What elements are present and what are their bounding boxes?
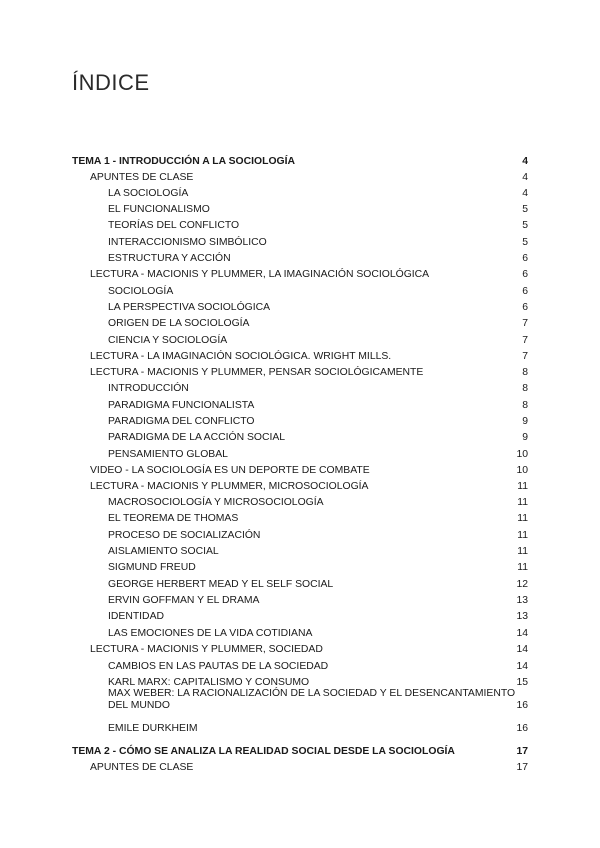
toc-entry-label: KARL MARX: CAPITALISMO Y CONSUMO xyxy=(108,677,310,688)
toc-entry-label: MAX WEBER: LA RACIONALIZACIÓN DE LA SOCIEDAD Y EL DESENCANTAMIENTO DEL MUNDO xyxy=(108,688,516,712)
toc-entry-page: 6 xyxy=(522,253,528,264)
toc-entry[interactable] xyxy=(72,481,528,493)
toc-entry-label: LA PERSPECTIVA SOCIOLÓGICA xyxy=(108,302,271,313)
toc-entry-page: 9 xyxy=(522,432,528,443)
toc-entry[interactable] xyxy=(72,644,528,656)
toc-entry-label: PARADIGMA DEL CONFLICTO xyxy=(108,416,255,427)
toc-entry[interactable] xyxy=(72,318,528,330)
toc-entry-page: 7 xyxy=(522,335,528,346)
toc-entry[interactable] xyxy=(72,416,528,428)
toc-entry-label: EL FUNCIONALISMO xyxy=(108,204,210,215)
toc-entry-label: SOCIOLOGÍA xyxy=(108,286,174,297)
toc-entry-label: EMILE DURKHEIM xyxy=(108,723,198,734)
toc-entry-label: LECTURA - MACIONIS Y PLUMMER, PENSAR SOCIOLÓGICAMENTE xyxy=(90,367,424,378)
toc-entry-page: 10 xyxy=(516,449,528,460)
toc-entry-page: 11 xyxy=(517,562,528,573)
toc-entry-label: TEMA 2 - CÓMO SE ANALIZA LA REALIDAD SOCIAL DESDE LA SOCIOLOGÍA xyxy=(72,746,455,757)
toc-entry-page: 11 xyxy=(517,546,528,557)
toc-entry[interactable] xyxy=(72,172,528,184)
toc-entry-label: PENSAMIENTO GLOBAL xyxy=(108,449,228,460)
toc-entry[interactable] xyxy=(72,746,528,758)
toc-entry-page: 15 xyxy=(516,677,528,688)
toc-entry-page: 5 xyxy=(522,237,528,248)
toc-entry-page: 14 xyxy=(516,628,528,639)
toc-entry-page: 14 xyxy=(516,644,528,655)
toc-entry-label: LECTURA - MACIONIS Y PLUMMER, SOCIEDAD xyxy=(90,644,323,655)
toc-entry[interactable] xyxy=(72,383,528,395)
toc-entry-page: 11 xyxy=(517,513,528,524)
toc-entry[interactable] xyxy=(72,546,528,558)
toc-entry[interactable] xyxy=(72,400,528,412)
toc-entry-label: LECTURA - LA IMAGINACIÓN SOCIOLÓGICA. WRIGHT MILLS. xyxy=(90,351,392,362)
toc-entry-page: 8 xyxy=(522,367,528,378)
toc-entry-page: 6 xyxy=(522,269,528,280)
toc-entry[interactable] xyxy=(72,513,528,525)
toc-entry[interactable] xyxy=(72,367,528,379)
toc-entry[interactable] xyxy=(72,762,528,774)
toc-entry[interactable] xyxy=(72,449,528,461)
toc-entry[interactable] xyxy=(72,661,528,673)
toc-entry-page: 12 xyxy=(516,579,528,590)
toc-entry-label: CIENCIA Y SOCIOLOGÍA xyxy=(108,335,228,346)
toc-entry[interactable] xyxy=(72,723,528,735)
toc-entry-page: 16 xyxy=(516,723,528,734)
toc-entry-label: GEORGE HERBERT MEAD Y EL SELF SOCIAL xyxy=(108,579,334,590)
toc-entry-label: APUNTES DE CLASE xyxy=(90,762,194,773)
toc-entry-label: VIDEO - LA SOCIOLOGÍA ES UN DEPORTE DE COMBATE xyxy=(90,465,370,476)
toc-entry-label: APUNTES DE CLASE xyxy=(90,172,194,183)
toc-entry-label: CAMBIOS EN LAS PAUTAS DE LA SOCIEDAD xyxy=(108,661,329,672)
toc-entry-page: 8 xyxy=(522,383,528,394)
toc-entry[interactable] xyxy=(72,269,528,281)
toc-entry-label: SIGMUND FREUD xyxy=(108,562,196,573)
toc-entry-label: LECTURA - MACIONIS Y PLUMMER, MICROSOCIOLOGÍA xyxy=(90,481,369,492)
toc-entry-page: 7 xyxy=(522,318,528,329)
toc-entry[interactable] xyxy=(72,220,528,232)
toc-entry-page: 5 xyxy=(522,220,528,231)
toc-entry-label: INTERACCIONISMO SIMBÓLICO xyxy=(108,237,267,248)
toc-entry[interactable] xyxy=(72,253,528,265)
toc-entry-page: 11 xyxy=(517,530,528,541)
toc-entry-page: 17 xyxy=(516,746,528,757)
toc-entry[interactable] xyxy=(72,204,528,216)
toc-entry[interactable] xyxy=(72,530,528,542)
toc-entry-label: AISLAMIENTO SOCIAL xyxy=(108,546,219,557)
toc-entry[interactable] xyxy=(72,432,528,444)
toc-entry[interactable] xyxy=(72,286,528,298)
toc-entry[interactable] xyxy=(72,611,528,623)
toc-entry-label: INTRODUCCIÓN xyxy=(108,383,189,394)
toc-entry[interactable] xyxy=(72,465,528,477)
toc-entry-page: 11 xyxy=(517,497,528,508)
toc-entry[interactable] xyxy=(72,497,528,509)
toc-entry-page: 4 xyxy=(522,172,528,183)
toc-entry[interactable] xyxy=(72,579,528,591)
toc-entry-label: LECTURA - MACIONIS Y PLUMMER, LA IMAGINACIÓN SOCIOLÓGICA xyxy=(90,269,430,280)
toc-entry-label: TEORÍAS DEL CONFLICTO xyxy=(108,220,240,231)
toc-entry-label: MACROSOCIOLOGÍA Y MICROSOCIOLOGÍA xyxy=(108,497,324,508)
toc-entry-page: 9 xyxy=(522,416,528,427)
toc-entry-page: 17 xyxy=(516,762,528,773)
toc-entry[interactable] xyxy=(72,628,528,640)
toc-entry-page: 8 xyxy=(522,400,528,411)
toc-entry-label: ERVIN GOFFMAN Y EL DRAMA xyxy=(108,595,260,606)
page-title: ÍNDICE xyxy=(72,70,150,95)
toc-entry[interactable] xyxy=(72,595,528,607)
toc-entry-page: 14 xyxy=(516,661,528,672)
toc-entry-page: 13 xyxy=(516,595,528,606)
toc-entry[interactable] xyxy=(72,237,528,249)
toc-entry-page: 10 xyxy=(516,465,528,476)
toc-entry-page: 11 xyxy=(517,481,528,492)
toc-entry-page: 6 xyxy=(522,302,528,313)
toc-entry[interactable] xyxy=(72,188,528,200)
toc-entry[interactable] xyxy=(72,351,528,363)
toc-entry-label: LAS EMOCIONES DE LA VIDA COTIDIANA xyxy=(108,628,313,639)
toc-entry-page: 13 xyxy=(516,611,528,622)
toc-entry-page: 4 xyxy=(522,188,528,199)
toc-entry-page: 5 xyxy=(522,204,528,215)
toc-entry[interactable] xyxy=(72,302,528,314)
toc-entry[interactable] xyxy=(72,335,528,347)
toc-entry-label: LA SOCIOLOGÍA xyxy=(108,188,189,199)
toc-entry-label: TEMA 1 - INTRODUCCIÓN A LA SOCIOLOGÍA xyxy=(72,156,296,167)
toc-entry-page: 6 xyxy=(522,286,528,297)
toc-entry-label: ORIGEN DE LA SOCIOLOGÍA xyxy=(108,318,250,329)
toc-entry[interactable] xyxy=(72,156,528,168)
toc-entry-page: 16 xyxy=(516,700,528,712)
toc-entry-label: ESTRUCTURA Y ACCIÓN xyxy=(108,253,231,264)
toc-entry[interactable] xyxy=(72,562,528,574)
toc-entry[interactable] xyxy=(72,688,528,713)
toc-entry-label: EL TEOREMA DE THOMAS xyxy=(108,513,239,524)
toc-entry-page: 7 xyxy=(522,351,528,362)
toc-entry-label: PARADIGMA DE LA ACCIÓN SOCIAL xyxy=(108,432,286,443)
toc-entry-label: PARADIGMA FUNCIONALISTA xyxy=(108,400,255,411)
toc-entry-page: 4 xyxy=(522,156,528,167)
toc-entry-label: IDENTIDAD xyxy=(108,611,164,622)
toc-entry-label: PROCESO DE SOCIALIZACIÓN xyxy=(108,530,261,541)
